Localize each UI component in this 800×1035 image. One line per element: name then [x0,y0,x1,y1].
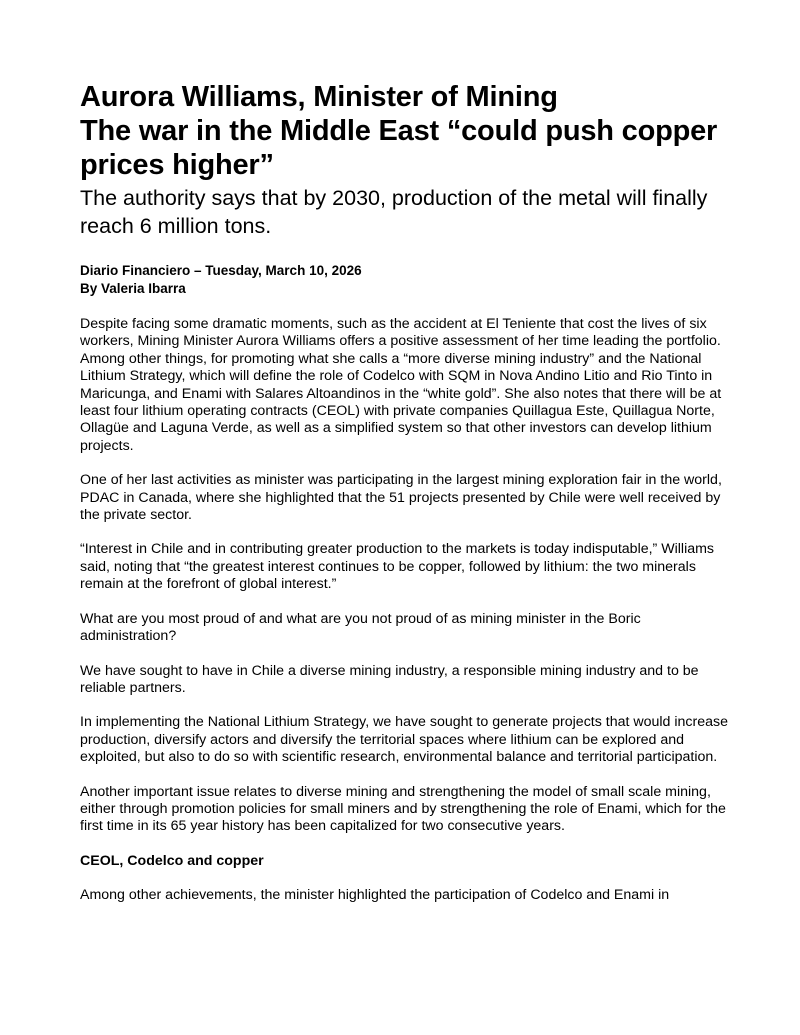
headline [80,80,730,182]
paragraph-8: Among other achievements, the minister highlighted the participation of Codelco and Enami in [80,887,670,904]
subtitle: The authority says that by 2030, production of the metal will finally reach 6 million tons. [80,186,708,238]
article-body [80,316,730,905]
paragraph-5: We have sought to have in Chile a diverse mining industry, a responsible mining industry and to be reliable partners. [80,662,699,696]
document-page [80,80,730,922]
paragraph-2: One of her last activities as minister was participating in the largest mining exploration fair in the world, PDAC in Canada, where she highlighted that the 51 projects presented by Chile were well received by the private sector. [80,472,722,524]
headline-line-2: The war in the Middle East “could push copper prices higher” [80,115,718,181]
interview-question: What are you most proud of and what are you not proud of as mining minister in the Boric administration? [80,610,641,645]
article-meta [80,262,730,298]
headline-line-1: Aurora Williams, Minister of Mining [80,81,558,113]
paragraph-3: “Interest in Chile and in contributing greater production to the markets is today indisputable,” Williams said, noting that “the greatest interest continues to be copper, followed by lithium: the two minerals remain at the forefront of global interest.” [80,541,715,593]
paragraph-6: In implementing the National Lithium Strategy, we have sought to generate projects that would increase production, diversify actors and diversify the territorial spaces where lithium can be explored and exploited, but also to do so with scientific research, environmental balance and territorial participation. [80,714,729,766]
byline: By Valeria Ibarra [80,281,186,296]
section-heading: CEOL, Codelco and copper [80,852,264,869]
paragraph-1: Despite facing some dramatic moments, such as the accident at El Teniente that cost the lives of six workers, Mining Minister Aurora Williams offers a positive assessment of her time leading the portfolio. Among other things, for promoting what she calls a “more diverse mining industry” and the National Lithium Strategy, which will define the role of Codelco with SQM in Nova Andino Litio and Rio Tinto in Maricunga, and Enami with Salares Altoandinos in the “white gold”. She also notes that there will be at least four lithium operating contracts (CEOL) with private companies Quillagua Este, Quillagua Norte, Ollagüe and Laguna Verde, as well as a simplified system so that other investors can develop lithium projects. [80,316,722,454]
source-date: Diario Financiero – Tuesday, March 10, 2026 [80,263,362,278]
paragraph-7: Another important issue relates to diverse mining and strengthening the model of small scale mining, either through promotion policies for small miners and by strengthening the role of Enami, which for the first time in its 65 year history has been capitalized for two consecutive years. [80,783,726,835]
